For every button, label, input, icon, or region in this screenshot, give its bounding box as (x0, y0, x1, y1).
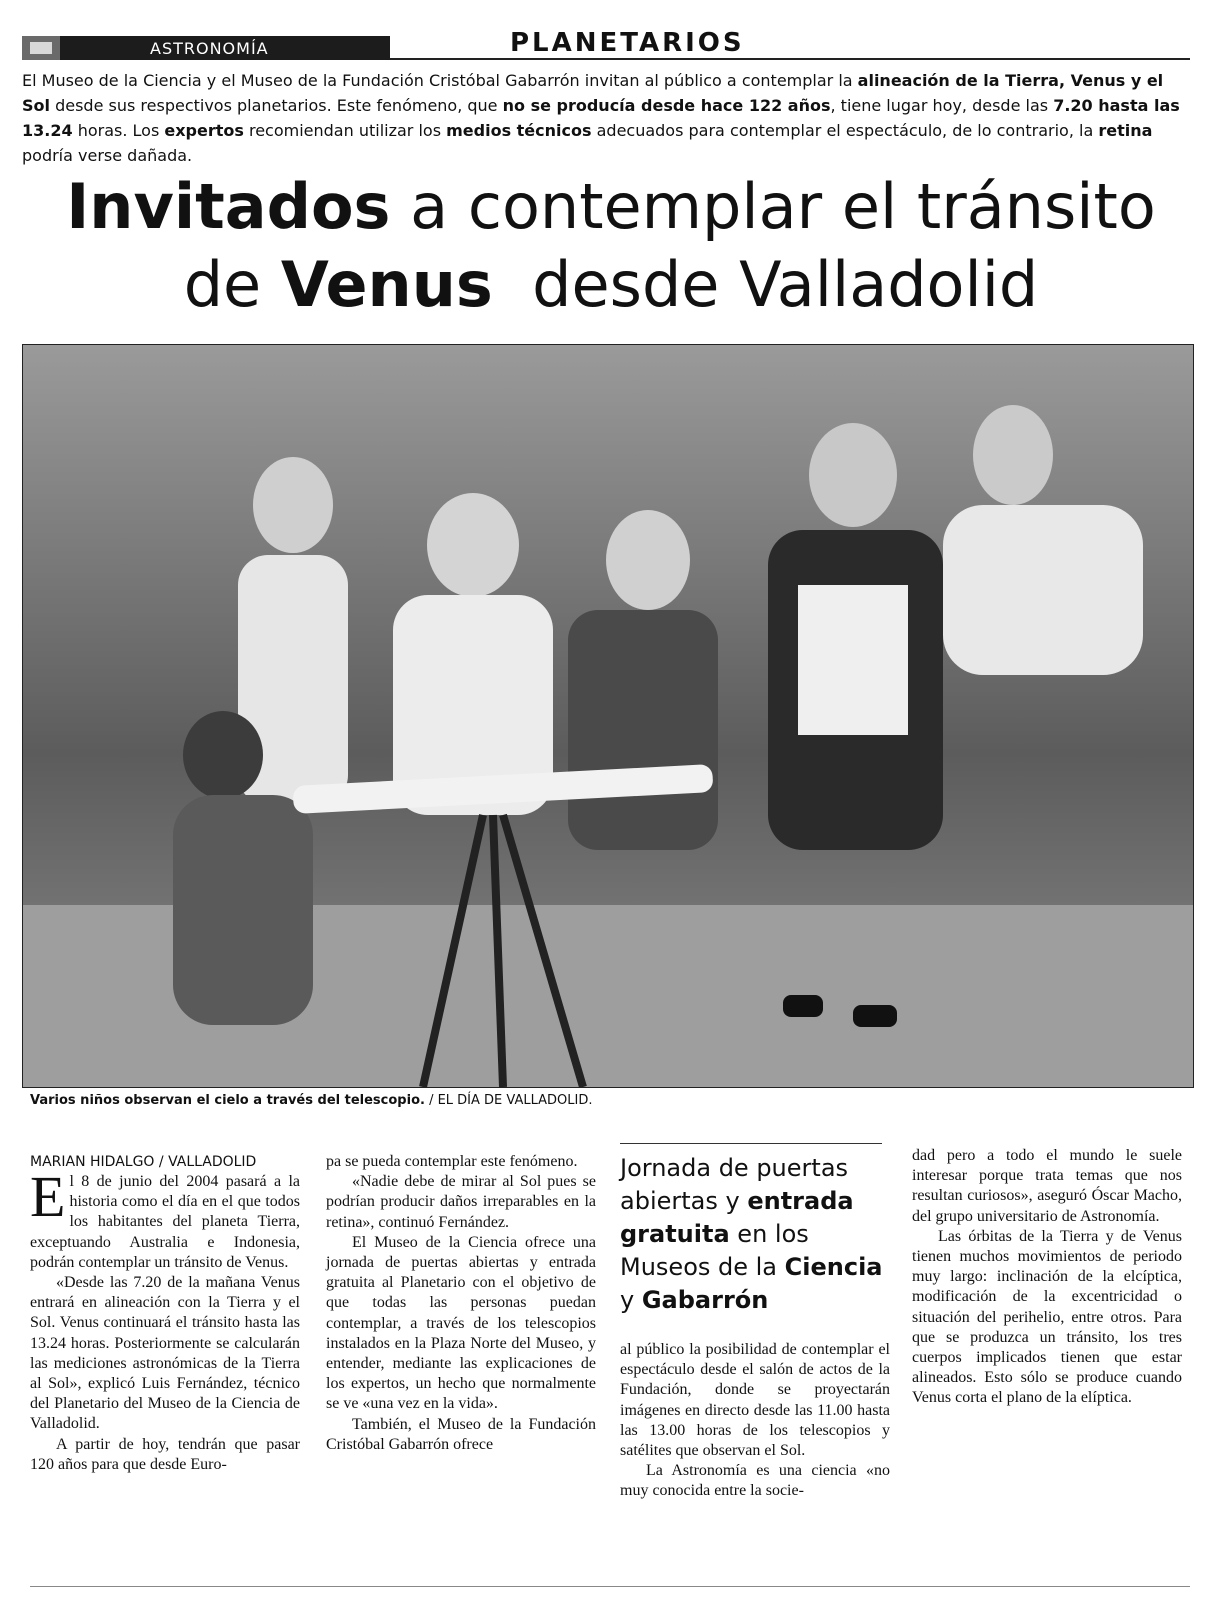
emphasis-text: 7.20 hasta las 13.24 (22, 96, 1180, 140)
emphasis-text: expertos (164, 121, 244, 140)
header-rule (390, 58, 1190, 60)
paragraph (30, 1164, 300, 1273)
caption-text: Varios niños observan el cielo a través del telescopio. (30, 1093, 425, 1108)
text-run: recomiendan utilizar los (243, 121, 447, 140)
text-run: Jornada de puertas abiertas y (620, 1154, 849, 1215)
byline (30, 1152, 300, 1172)
emphasis-text: Ciencia (784, 1253, 883, 1281)
text-run: desde sus respectivos planetarios. Este fenómeno, que (50, 96, 503, 115)
text-run: , tiene lugar hoy, desde las (830, 96, 1054, 115)
emphasis-text: retina (1098, 121, 1153, 140)
paragraph (620, 1461, 890, 1501)
paragraph (30, 1435, 300, 1475)
emphasis-text: no se producía desde hace 122 años (502, 96, 831, 115)
headline-line-1 (0, 168, 1222, 246)
paragraph (912, 1146, 1182, 1227)
paragraph (326, 1233, 596, 1415)
column-text (30, 1164, 300, 1475)
emphasis-text: entrada gratuita (620, 1187, 854, 1248)
headline-bold-word: Invitados (66, 170, 391, 243)
paragraph-text: Las órbitas de la Tierra y de Venus tienen muchos movimientos de periodo muy largo: inclinación de la elcíptica, modificación de la excentricidad o situación del perihelio, entre otros. Para que se produzca un tránsito, los tres cuerpos implicados tienen que estar alineados. Esto sólo se produce cuando Venus corta el plano de la elíptica. (912, 1227, 1182, 1407)
paragraph (30, 1273, 300, 1435)
emphasis-text: medios técnicos (446, 121, 592, 140)
pullquote (620, 1152, 890, 1317)
paragraph-text: al público la posibilidad de contemplar el espectáculo desde el salón de actos de la Fundación, donde se proyectarán imágenes en directo desde las 11.00 hasta las 13.00 horas de los telescopios y satélites que observan el Sol. (620, 1341, 890, 1460)
paragraph (326, 1415, 596, 1455)
paragraph (326, 1172, 596, 1233)
text-run: El Museo de la Ciencia y el Museo de la Fundación Cristóbal Gabarrón invitan al público a contemplar la (22, 71, 858, 90)
news-photo (22, 344, 1194, 1088)
paragraph-text: La Astronomía es una ciencia «no muy conocida entre la socie- (620, 1462, 890, 1500)
emphasis-text: alineación de la Tierra, Venus y el Sol (22, 71, 1164, 115)
text-run: adecuados para contemplar el espectáculo, de lo contrario, la (591, 121, 1099, 140)
footer-rule (30, 1586, 1190, 1587)
paragraph-text: «Desde las 7.20 de la mañana Venus entrará en alineación con la Tierra y el Sol. Venus continuará el tránsito hasta las 13.24 horas. Posteriormente se calcularán las mediciones astronómicas de la Tierra al Sol», explicó Luis Fernández, técnico del Planetario del Museo de la Ciencia de Valladolid. (30, 1274, 300, 1433)
section-bar (22, 36, 390, 60)
paragraph-text: A partir de hoy, tendrán que pasar 120 años para que desde Euro- (30, 1435, 300, 1473)
body-column-2 (326, 1152, 596, 1455)
body-column-3 (620, 1340, 890, 1502)
text-run: horas. Los (72, 121, 165, 140)
paragraph (326, 1152, 596, 1172)
headline-text: desde Valladolid (492, 248, 1039, 321)
page-topic: PLANETARIOS (510, 28, 745, 58)
byline-location: / VALLADOLID (154, 1154, 257, 1170)
headline-text: a contemplar el tránsito (390, 170, 1156, 243)
text-run: en los Museos de la (620, 1220, 809, 1281)
paragraph-text: l 8 de junio del 2004 pasará a la historia como el día en el que todos los habitantes del planeta Tierra, exceptuando Australia e Indonesia, podrán contemplar un tránsito de Venus. (30, 1173, 300, 1271)
photo-caption (30, 1093, 593, 1108)
intro-paragraph (22, 68, 1192, 168)
newspaper-logo-icon (22, 36, 60, 60)
body-column-4 (912, 1146, 1182, 1409)
headline-bold-word: Venus (280, 248, 493, 321)
photo-credit: / EL DÍA DE VALLADOLID. (424, 1093, 593, 1108)
emphasis-text: Gabarrón (641, 1286, 769, 1314)
paragraph (620, 1340, 890, 1461)
paragraph-text: dad pero a todo el mundo le suele interesar porque trata temas que nos resultan curiosos», aseguró Óscar Macho, del grupo universitario de Astronomía. (912, 1147, 1182, 1225)
drop-cap: E (30, 1164, 66, 1229)
paragraph-text: pa se pueda contemplar este fenómeno. (326, 1153, 578, 1170)
headline-line-2 (0, 246, 1222, 324)
text-run: podría verse dañada. (22, 146, 193, 165)
headline (0, 168, 1222, 324)
byline-author: MARIAN HIDALGO (30, 1154, 155, 1170)
photo-illustration (23, 345, 1193, 1087)
paragraph-text: También, el Museo de la Fundación Cristóbal Gabarrón ofrece (326, 1415, 596, 1453)
paragraph (912, 1227, 1182, 1409)
headline-text: de (183, 248, 281, 321)
body-column-1 (30, 1152, 300, 1475)
section-label: ASTRONOMÍA (150, 39, 269, 58)
text-run: y (620, 1286, 642, 1314)
paragraph-text: «Nadie debe de mirar al Sol pues se podrían producir daños irreparables en la retina», continuó Fernández. (326, 1173, 596, 1231)
paragraph-text: El Museo de la Ciencia ofrece una jornada de puertas abiertas y entrada gratuita al Planetario con el objetivo de que todas las personas puedan contemplar, a través de los telescopios instalados en la Plaza Norte del Museo, y entender, mediante las explicaciones de los expertos, un hecho que normalmente se ve «una vez en la vida». (326, 1233, 596, 1413)
pullquote-rule (620, 1143, 882, 1144)
